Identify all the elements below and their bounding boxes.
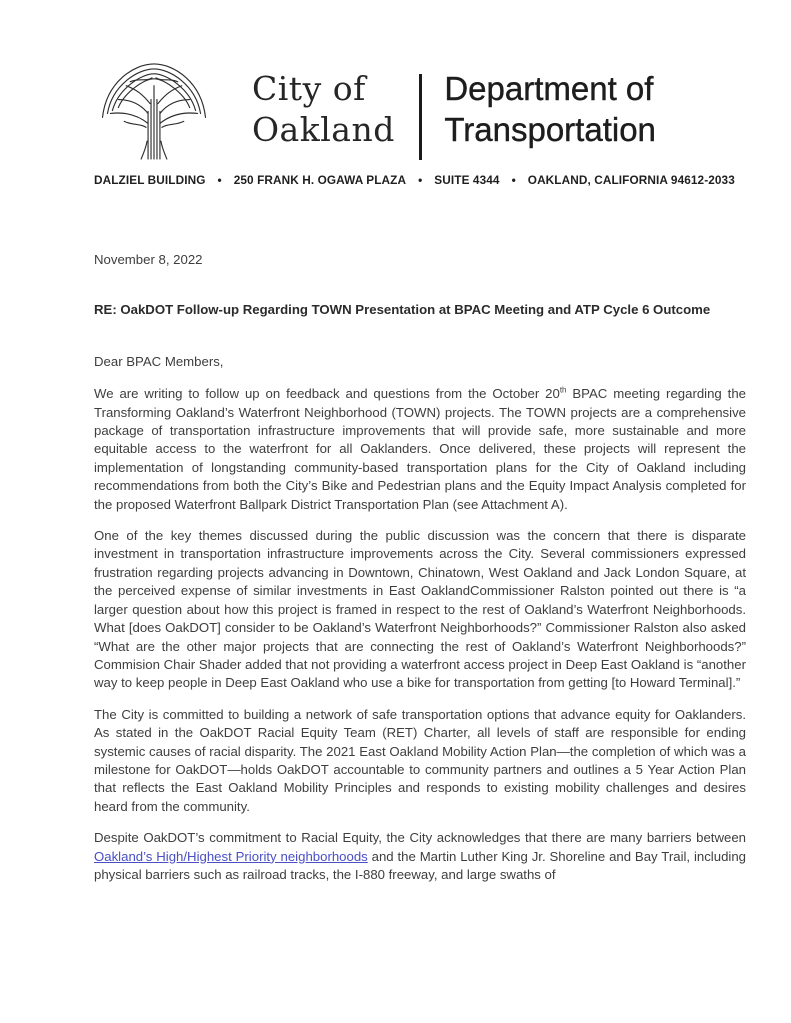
letter-date: November 8, 2022	[94, 252, 203, 267]
oakland-tree-logo-icon	[94, 60, 214, 163]
salutation: Dear BPAC Members,	[94, 353, 224, 369]
brand-city-of-oakland	[252, 68, 395, 150]
priority-neighborhoods-link[interactable]: Oakland’s High/Highest Priority neighborhoods	[94, 848, 368, 864]
letter-content	[94, 251, 746, 897]
paragraph-1	[94, 385, 746, 514]
brand-oakland-line: Oakland	[252, 110, 395, 149]
paragraph-4	[94, 829, 746, 884]
letterhead-address: DALZIEL BUILDING • 250 FRANK H. OGAWA PLAZA • SUITE 4344 • OAKLAND, CALIFORNIA 94612-2033	[94, 173, 735, 187]
brand-divider	[419, 74, 423, 160]
brand-transportation-line: Transportation	[444, 111, 656, 148]
ordinal-superscript: th	[559, 385, 567, 395]
brand-city-of-line: City of	[252, 69, 366, 108]
paragraph-3: The City is committed to building a network of safe transportation options that advance equity for Oaklanders. As stated in the OakDOT Racial Equity Team (RET) Charter, all levels of staff are responsible for ending systemic causes of racial disparity. The 2021 East Oakland Mobility Action Plan—the completion of which was a milestone for OakDOT—holds OakDOT accountable to community partners and outlines a 5 Year Action Plan that reflects the East Oakland Mobility Principles and responds to existing mobility challenges and desires heard from the community.	[94, 706, 746, 814]
letterhead-brand-row	[94, 60, 656, 163]
paragraph-4-text-after: and the Martin Luther King Jr. Shoreline and Bay Trail, including physical barriers such as railroad tracks, the I-880 freeway, and large swaths of	[94, 848, 747, 882]
brand-department-of-transportation	[444, 68, 656, 150]
paragraph-2: One of the key themes discussed during the public discussion was the concern that there is disparate investment in transportation infrastructure improvements across the City. Several commissioners expressed frustration regarding projects advancing in Downtown, Chinatown, West Oakland and Jack London Square, at the perceived expense of similar investments in East OaklandCommissioner Ralston pointed out there is “a larger question about how this project is framed in respect to the rest of Oakland’s Waterfront Neighborhoods. What [does OakDOT] consider to be Oakland’s Waterfront Neighborhoods?” Commissioner Ralston also asked “What are the other major projects that are connecting the rest of Oakland’s Waterfront Neighborhoods?” Commision Chair Shader added that not providing a waterfront access project in Deep East Oakland is “another way to keep people in Deep East Oakland who use a bike for transportation from getting [to Howard Terminal].”	[94, 528, 746, 691]
paragraph-4-text-before: Despite OakDOT’s commitment to Racial Equity, the City acknowledges that there are many barriers between	[94, 830, 746, 846]
paragraph-1-text-after: BPAC meeting regarding the Transforming Oakland’s Waterfront Neighborhood (TOWN) projects. The TOWN projects are a comprehensive package of transportation infrastructure improvements that will provide safe, more sustainable and more equitable access to the waterfront for all Oaklanders. Once delivered, these projects will represent the implementation of longstanding community-based transportation plans for the City of Oakland including recommendations from both the City’s Bike and Pedestrian plans and the Equity Impact Analysis completed for the proposed Waterfront Ballpark District Transportation Plan (see Attachment A).	[94, 386, 747, 512]
brand-department-line: Department of	[444, 70, 654, 107]
paragraph-1-text-before: We are writing to follow up on feedback and questions from the October 20	[94, 386, 560, 402]
letter-subject: RE: OakDOT Follow-up Regarding TOWN Presentation at BPAC Meeting and ATP Cycle 6 Outcome	[94, 302, 711, 318]
